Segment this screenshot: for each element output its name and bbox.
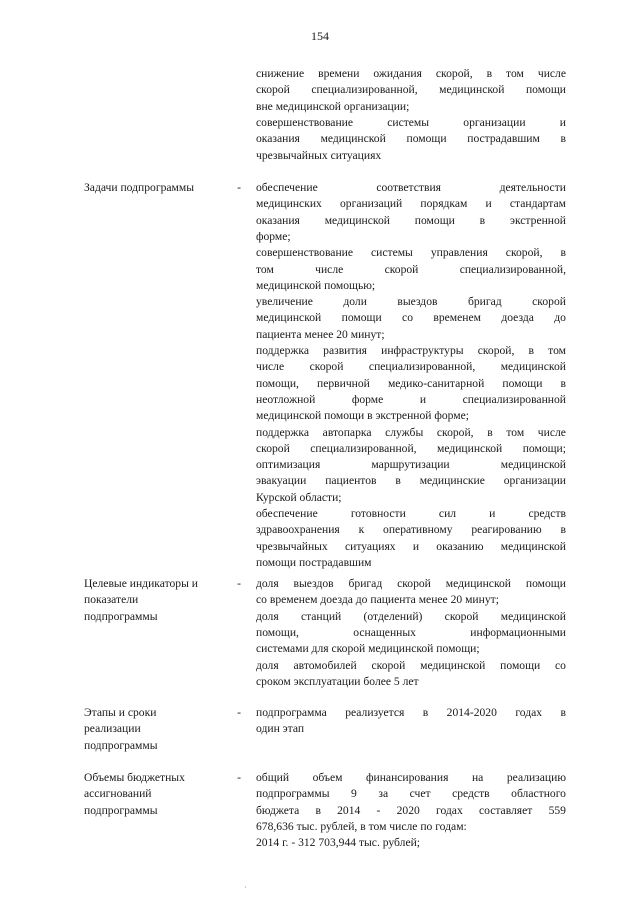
section-text-line: неотложной форме и специализированной [256, 392, 566, 406]
intro-line: чрезвычайных ситуациях [256, 148, 382, 162]
section-label: Объемы бюджетных [84, 771, 185, 784]
section-dash: - [237, 181, 241, 194]
section-text-line: здравоохранения к оперативному реагированию в [256, 523, 566, 537]
section-text-line: доля автомобилей скорой медицинской помощи со [256, 658, 566, 672]
section-label: подпрограммы [84, 738, 158, 752]
section-dash: - [237, 771, 241, 784]
section-text-line: оптимизация маршрутизации медицинской [256, 458, 566, 472]
section-text-line: медицинской помощью; [256, 278, 376, 292]
section-text-line: обеспечение готовности сил и средств [256, 507, 566, 520]
section-text-line: Курской области; [256, 490, 342, 504]
section-dash: - [237, 577, 241, 590]
intro-line: скорой специализированной, медицинской помощи [256, 83, 566, 97]
section-text-line: совершенствование системы управления скорой, в [256, 246, 566, 260]
section-text-line: пациента менее 20 минут; [256, 327, 385, 341]
section-label: реализации [84, 722, 141, 736]
section-text-line: сроком эксплуатации более 5 лет [256, 674, 419, 688]
section-text-line: помощи, первичной медико-санитарной помощи в [256, 376, 566, 390]
section-dash: - [237, 706, 241, 719]
section-text-line: 2014 г. - 312 703,944 тыс. рублей; [256, 836, 421, 850]
section-label: Целевые индикаторы и [84, 577, 198, 590]
section-label: показатели [84, 593, 139, 607]
section-text-line: увеличение доли выездов бригад скорой [256, 295, 566, 309]
section-text-line: форме; [256, 229, 291, 243]
section-text-line: том числе скорой специализированной, [256, 262, 566, 276]
section-text-line: общий объем финансирования на реализацию [256, 771, 566, 784]
section-text-line: системами для скорой медицинской помощи; [256, 642, 480, 656]
section-text-line: помощи пострадавшим [256, 555, 372, 569]
section-text-line: со временем доезда до пациента менее 20 минут; [256, 593, 499, 607]
intro-line: снижение времени ожидания скорой, в том числе [256, 67, 566, 80]
section-text-line: медицинских организаций порядкам и стандартам [256, 197, 566, 211]
section-text-line: медицинской помощи в экстренной форме; [256, 409, 470, 423]
section-text-line: чрезвычайных ситуациях и оказанию медицинской [256, 539, 566, 553]
section-text-line: один этап [256, 722, 305, 736]
section-text-line: поддержка развития инфраструктуры скорой, в том [256, 344, 566, 357]
section-label: ассигнований [84, 787, 152, 801]
section-text-line: оказания медицинской помощи в экстренной [256, 213, 566, 227]
section-text-line: помощи, оснащенных информационными [256, 625, 566, 639]
page-number: 154 [311, 29, 329, 43]
section-label: Этапы и сроки [84, 706, 157, 719]
section-text-line: поддержка автопарка службы скорой, в том числе [256, 425, 566, 439]
section-text-line: подпрограммы 9 за счет средств областного [256, 787, 566, 801]
intro-line: совершенствование системы организации и [256, 115, 566, 129]
section-text-line: обеспечение соответствия деятельности [256, 181, 566, 194]
section-text-line: медицинской помощи со временем доезда до [256, 311, 566, 325]
section-text-line: подпрограмма реализуется в 2014-2020 годах в [256, 706, 566, 719]
section-text-line: скорой специализированной, медицинской помощи; [256, 441, 566, 455]
section-label: подпрограммы [84, 803, 158, 817]
section-text-line: числе скорой специализированной, медицинской [256, 360, 566, 374]
section-text-line: доля станций (отделений) скорой медицинской [256, 609, 566, 623]
section-label: Задачи подпрограммы [84, 181, 194, 194]
section-label: подпрограммы [84, 609, 158, 623]
intro-line: оказания медицинской помощи пострадавшим в [256, 132, 566, 146]
intro-line: вне медицинской организации; [256, 99, 410, 113]
section-text-line: 678,636 тыс. рублей, в том числе по годам: [256, 819, 467, 833]
section-text-line: доля выездов бригад скорой медицинской помощи [256, 577, 566, 590]
footer-mark: · [244, 883, 247, 892]
section-text-line: бюджета в 2014 - 2020 годах составляет 559 [256, 803, 566, 817]
section-text-line: эвакуации пациентов в медицинские организации [256, 474, 566, 488]
